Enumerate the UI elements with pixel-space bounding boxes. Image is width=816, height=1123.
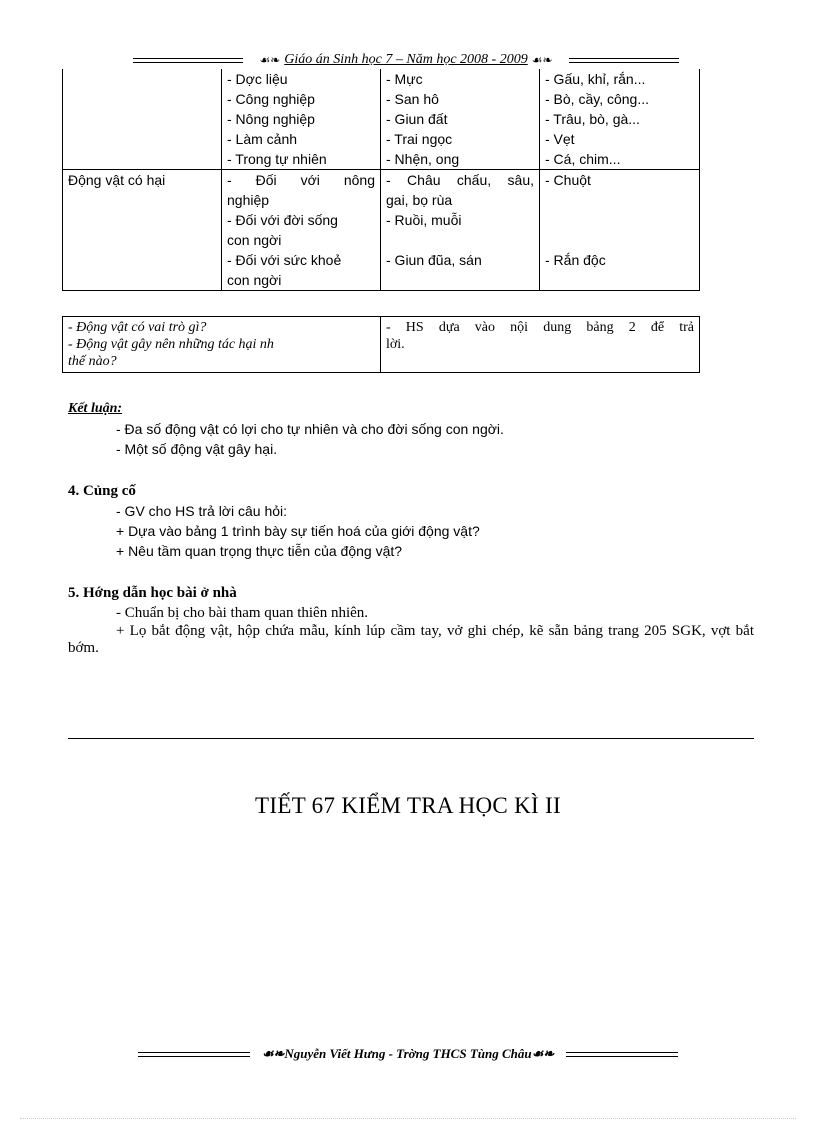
conclusion-section — [68, 399, 758, 459]
page-edge-dots — [20, 1118, 796, 1119]
list-item: - Chuột — [545, 172, 591, 188]
list-item: - Ruồi, muỗi — [386, 212, 462, 228]
footer-ornament-right: ☙❧ — [531, 1046, 555, 1061]
header-ornament-right: ☙❧ — [531, 53, 553, 67]
list-item: - Trâu, bò, gà... — [545, 111, 640, 127]
footer-author: Nguyễn Viết Hưng - Trờng THCS Tùng Châu — [284, 1046, 532, 1061]
table-cell-uses — [222, 170, 381, 291]
list-item: - Bò, cầy, công... — [545, 91, 650, 107]
answer-line: lời. — [386, 337, 405, 352]
table-cell-examples — [540, 69, 700, 170]
list-item: - Mực — [386, 71, 423, 87]
table-cell-groups — [381, 69, 540, 170]
list-item: - Giun đũa, sán — [386, 252, 482, 268]
list-item: - Giun đất — [386, 111, 448, 127]
list-item-cont: gai, bọ rùa — [386, 192, 453, 208]
header-text: Giáo án Sinh học 7 – Năm học 2008 - 2009 — [284, 52, 528, 67]
section-5-heading: 5. Hớng dẫn học bài ở nhà — [68, 585, 237, 601]
table-cell-category: Động vật có hại — [63, 170, 222, 291]
footer-rule-right — [566, 1052, 678, 1057]
header-rule-right — [569, 58, 679, 63]
header-rule-left — [133, 58, 243, 63]
list-item: - Vẹt — [545, 131, 575, 147]
list-item: - Nhện, ong — [386, 151, 460, 167]
list-item: - Rắn độc — [545, 252, 606, 268]
horizontal-divider — [68, 738, 754, 739]
list-item-cont: con ngời — [227, 272, 282, 288]
table-cell-category — [63, 69, 222, 170]
section-4 — [68, 481, 758, 561]
list-item: - Cá, chim... — [545, 151, 621, 167]
animal-role-table — [62, 69, 700, 291]
list-item: - Trong tự nhiên — [227, 151, 327, 167]
list-item: - San hô — [386, 91, 439, 107]
header-ornament-left: ☙❧ — [259, 53, 281, 67]
section-4-line: - GV cho HS trả lời câu hỏi: — [116, 503, 288, 519]
list-item: - Đối với nông — [227, 172, 375, 188]
student-answers-cell — [381, 317, 700, 373]
table-cell-examples — [540, 170, 700, 291]
list-item: - Trai ngọc — [386, 131, 453, 147]
table-cell-uses — [222, 69, 381, 170]
footer-text — [262, 1044, 554, 1064]
section-4-line: + Dựa vào bảng 1 trình bày sự tiến hoá của giới động vật? — [116, 523, 480, 539]
table-cell-groups — [381, 170, 540, 291]
question-answer-table — [62, 316, 700, 373]
table-row — [63, 317, 700, 373]
section-5-line: - Chuẩn bị cho bài tham quan thiên nhiên. — [116, 605, 369, 621]
spacer — [386, 230, 534, 250]
page-header — [76, 50, 736, 70]
answer-line: - HS dựa vào nội dung bảng 2 để trả — [386, 320, 694, 335]
list-item: - Đối với sức khoẻ — [227, 252, 342, 268]
teacher-questions-cell — [63, 317, 381, 373]
section-5 — [68, 583, 758, 657]
spacer — [545, 210, 694, 230]
section-4-line: + Nêu tầm quan trọng thực tiễn của động vật? — [116, 543, 403, 559]
question-line: - Động vật có vai trò gì? — [68, 320, 207, 335]
table-row — [63, 69, 700, 170]
list-item-cont: con ngời — [227, 232, 282, 248]
list-item: - Làm cảnh — [227, 131, 298, 147]
list-item: - Châu chấu, sâu, — [386, 172, 534, 188]
section-5-paragraph: + Lọ bắt động vật, hộp chứa mẫu, kính lúp cầm tay, vở ghi chép, kẽ sẵn bảng trang 205 SGK, vợt bắt bớm. — [68, 623, 754, 656]
list-item: - Công nghiệp — [227, 91, 315, 107]
section-4-heading: 4. Củng cố — [68, 483, 136, 499]
list-item: - Nông nghiệp — [227, 111, 315, 127]
conclusion-line: - Một số động vật gây hại. — [116, 441, 278, 457]
footer-rule-left — [138, 1052, 250, 1057]
page-footer — [80, 1044, 736, 1064]
conclusion-heading: Kết luận: — [68, 401, 123, 416]
conclusion-line: - Đa số động vật có lợi cho tự nhiên và cho đời sống con ngời. — [116, 421, 504, 437]
page-title: TIẾT 67 KIỂM TRA HỌC KÌ II — [255, 793, 561, 818]
list-item-cont: nghiệp — [227, 192, 270, 208]
spacer — [545, 190, 694, 210]
list-item: - Dợc liệu — [227, 71, 288, 87]
table-row — [63, 170, 700, 291]
spacer — [545, 230, 694, 250]
list-item: - Gấu, khỉ, rắn... — [545, 71, 646, 87]
list-item: - Đối với đời sống — [227, 212, 338, 228]
footer-ornament-left: ☙❧ — [261, 1046, 285, 1061]
question-line: thế nào? — [68, 354, 117, 369]
question-line: - Động vật gây nên những tác hại nh — [68, 337, 274, 352]
